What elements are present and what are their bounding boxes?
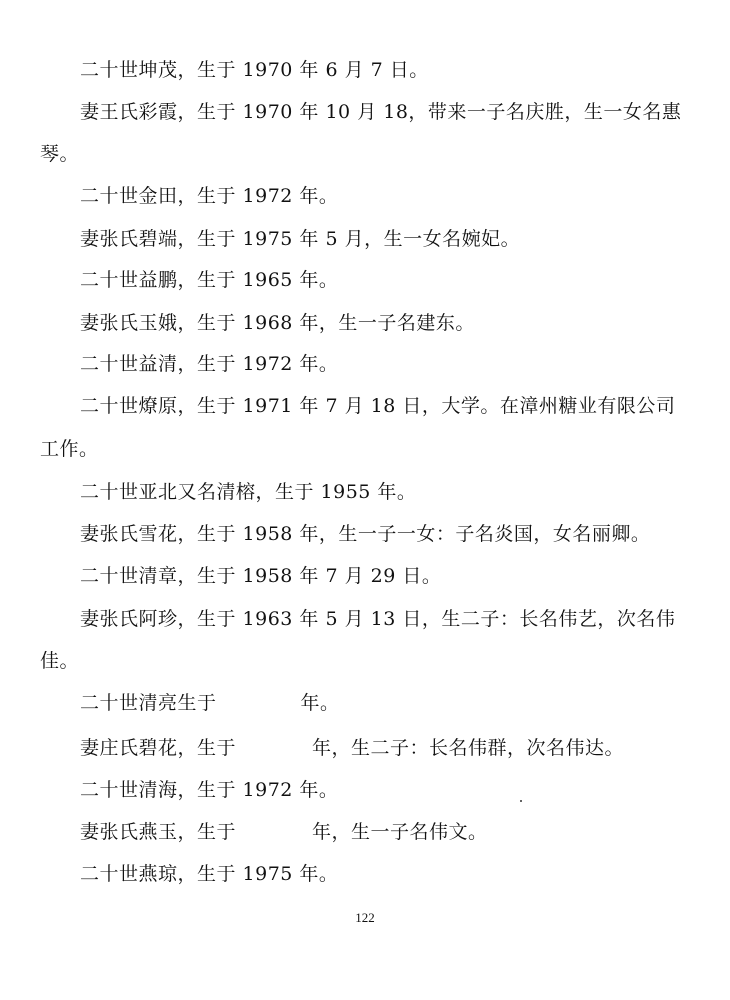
entry-wife-zhang-azhen: 妻张氏阿珍，生于 1963 年 5 月 13 日，生二子：长名伟艺，次名伟 bbox=[80, 608, 676, 630]
entry-wife-wang-caixia-cont: 琴。 bbox=[40, 143, 80, 165]
entry-qinghai: 二十世清海，生于 1972 年。 bbox=[80, 779, 339, 801]
entry-wife-wang-caixia: 妻王氏彩霞，生于 1970 年 10 月 18，带来一子名庆胜，生一女名惠 bbox=[80, 101, 682, 123]
scan-speck bbox=[520, 800, 522, 802]
entry-qingliang-suffix: 年。 bbox=[300, 692, 340, 714]
entry-yabei: 二十世亚北又名清榕，生于 1955 年。 bbox=[80, 481, 417, 503]
entry-wife-zhang-biduan: 妻张氏碧端，生于 1975 年 5 月，生一女名婉妃。 bbox=[80, 228, 521, 250]
entry-wife-zhuang-bihua-text: 妻庄氏碧花，生于 bbox=[80, 737, 237, 759]
entry-qingliang-text: 二十世清亮生于 bbox=[80, 692, 217, 714]
entry-wife-zhuang-bihua-suffix: 年，生二子：长名伟群，次名伟达。 bbox=[312, 737, 625, 759]
entry-wife-zhang-yanyu-text: 妻张氏燕玉，生于 bbox=[80, 821, 237, 843]
entry-wife-zhang-yue: 妻张氏玉娥，生于 1968 年，生一子名建东。 bbox=[80, 312, 475, 334]
entry-yiqing: 二十世益清，生于 1972 年。 bbox=[80, 353, 339, 375]
entry-liaoyuan-cont: 工作。 bbox=[40, 438, 99, 460]
entry-yanqiong: 二十世燕琼，生于 1975 年。 bbox=[80, 863, 339, 885]
entry-qingzhang: 二十世清章，生于 1958 年 7 月 29 日。 bbox=[80, 565, 442, 587]
entry-wife-zhang-azhen-cont: 佳。 bbox=[40, 650, 80, 672]
entry-wife-zhuang-bihua bbox=[0, 736, 730, 760]
entry-wife-zhang-yanyu-suffix: 年，生一子名伟文。 bbox=[312, 821, 488, 843]
entry-liaoyuan: 二十世燎原，生于 1971 年 7 月 18 日，大学。在漳州糖业有限公司 bbox=[80, 395, 676, 417]
page-number: 122 bbox=[355, 910, 375, 925]
entry-wife-zhang-yanyu bbox=[0, 820, 730, 844]
entry-yipeng: 二十世益鹏，生于 1965 年。 bbox=[80, 269, 339, 291]
entry-kunmao: 二十世坤茂，生于 1970 年 6 月 7 日。 bbox=[80, 59, 429, 81]
entry-wife-zhang-xuehua: 妻张氏雪花，生于 1958 年，生一子一女：子名炎国，女名丽卿。 bbox=[80, 523, 651, 545]
entry-qingliang bbox=[0, 691, 730, 715]
entry-jintian: 二十世金田，生于 1972 年。 bbox=[80, 185, 339, 207]
